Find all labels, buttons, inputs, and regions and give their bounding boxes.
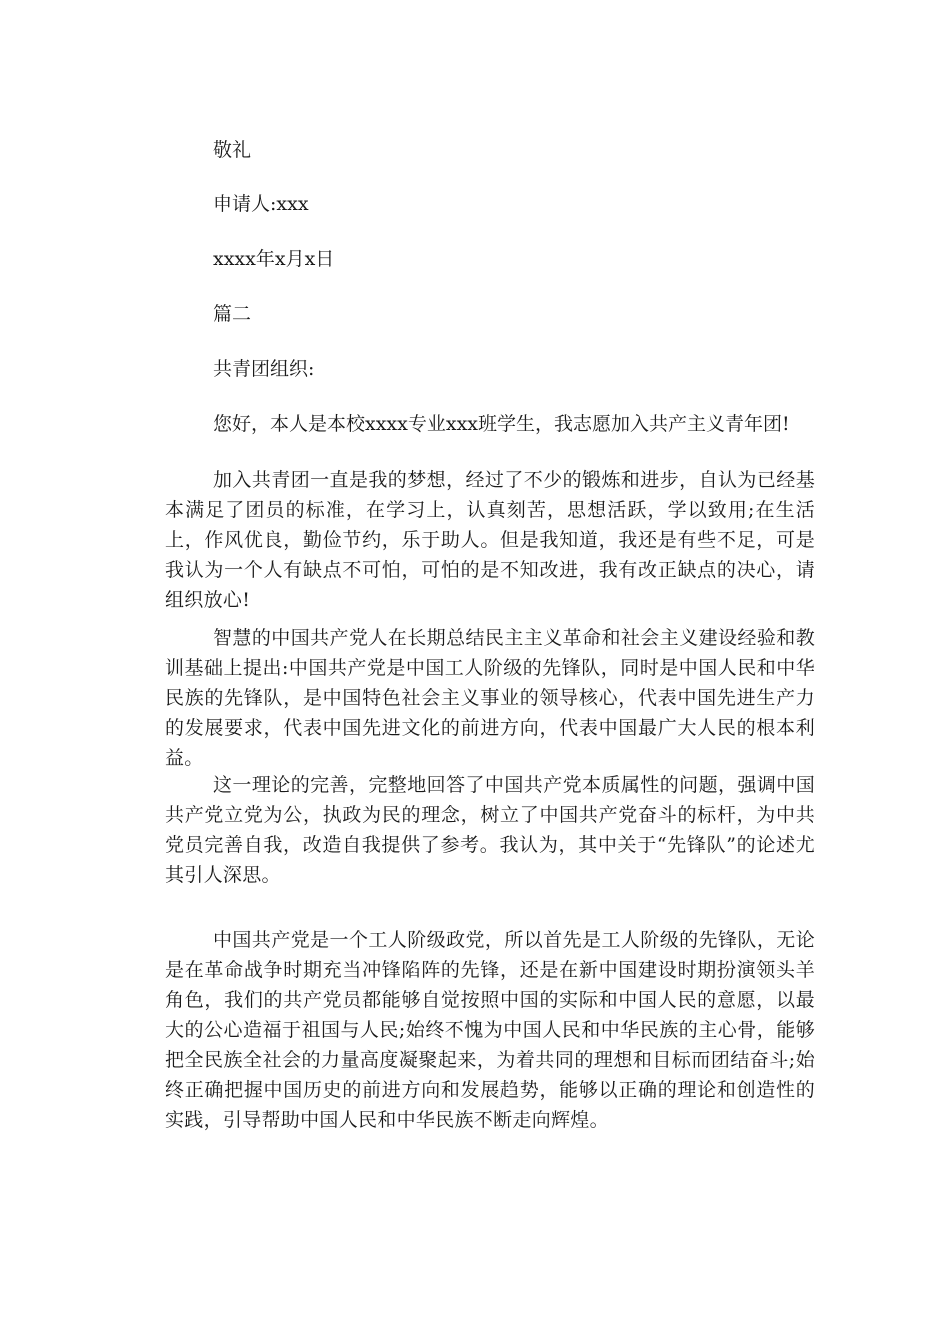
closing-salutation: 敬礼 bbox=[213, 139, 252, 161]
body-paragraph: 中国共产党是一个工人阶级政党，所以首先是工人阶级的先锋队，无论是在革命战争时期充当冲锋陷阵的先锋，还是在新中国建设时期扮演领头羊角色，我们的共产党员都能够自觉按照中国的实际和中国人民的意愿，以最大的公心造福于祖国与人民;始终不愧为中国人民和中华民族的主心骨，能够把全民族全社会的力量高度凝聚起来，为着共同的理想和目标而团结奋斗;始终正确把握中国历史的前进方向和发展趋势，能够以正确的理论和创造性的实践，引导帮助中国人民和中华民族不断走向辉煌。 bbox=[165, 929, 815, 1131]
section-title: 篇二 bbox=[213, 303, 252, 325]
letter-addressee: 共青团组织: bbox=[213, 358, 315, 380]
body-paragraph: 这一理论的完善，完整地回答了中国共产党本质属性的问题，强调中国共产党立党为公，执政为民的理念，树立了中国共产党奋斗的标杆，为中共党员完善自我，改造自我提供了参考。我认为，其中关于“先锋队”的论述尤其引人深思。 bbox=[165, 774, 815, 886]
greeting-paragraph: 您好，本人是本校xxxx专业xxx班学生，我志愿加入共产主义青年团! bbox=[213, 413, 790, 435]
letter-date: xxxx年x月x日 bbox=[213, 248, 335, 270]
body-paragraph: 智慧的中国共产党人在长期总结民主主义革命和社会主义建设经验和教训基础上提出:中国共产党是中国工人阶级的先锋队，同时是中国人民和中华民族的先锋队，是中国特色社会主义事业的领导核心，代表中国先进生产力的发展要求，代表中国先进文化的前进方向，代表中国最广大人民的根本利益。 bbox=[165, 627, 815, 769]
applicant-signature: 申请人:xxx bbox=[213, 193, 309, 215]
body-paragraph: 加入共青团一直是我的梦想，经过了不少的锻炼和进步，自认为已经基本满足了团员的标准，在学习上，认真刻苦，思想活跃，学以致用;在生活上，作风优良，勤俭节约，乐于助人。但是我知道，我还是有些不足，可是我认为一个人有缺点不可怕，可怕的是不知改进，我有改正缺点的决心，请组织放心! bbox=[165, 469, 815, 611]
